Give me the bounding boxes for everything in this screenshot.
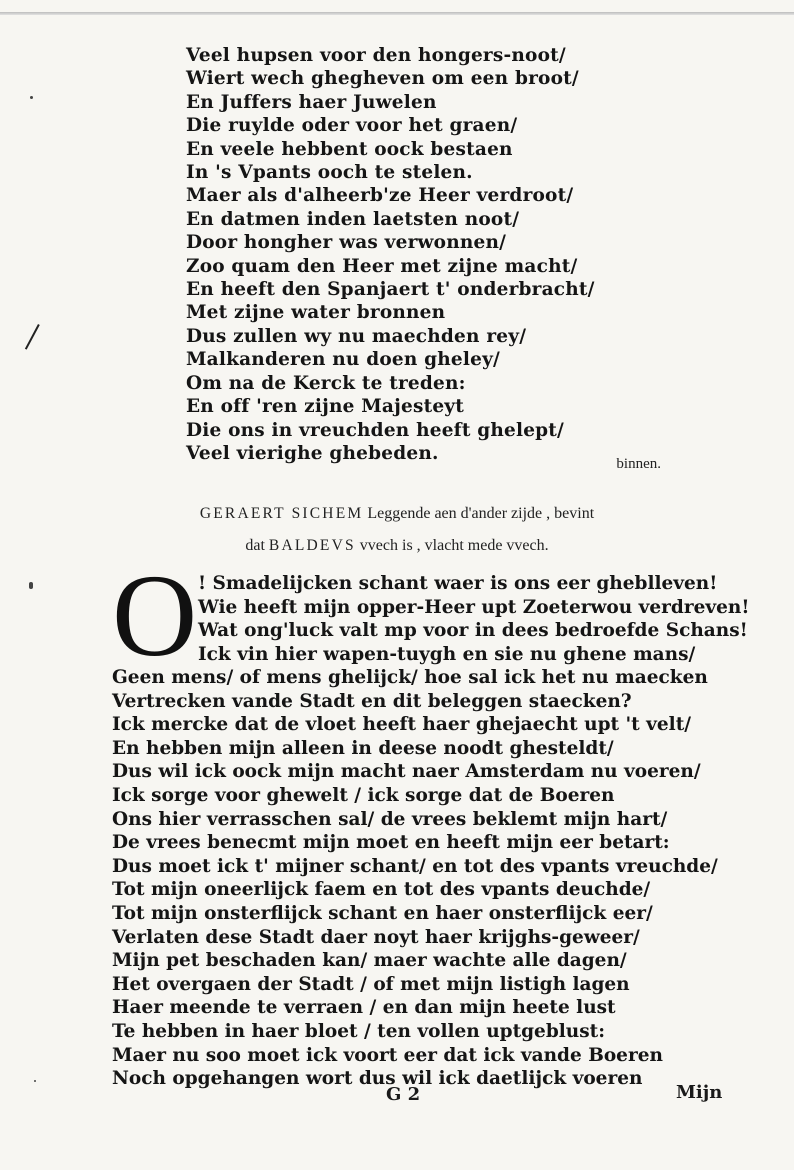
stage-direction-line-1 [0, 498, 794, 530]
stanza-line: En off 'ren zijne Majesteyt [186, 396, 465, 418]
verse-line: De vrees benecmt mijn moet en heeft mijn eer betart: [112, 832, 670, 854]
verse-line: Haer meende te verraen / en dan mijn heete lust [112, 997, 616, 1019]
stanza-line: En heeft den Spanjaert t' onderbracht/ [186, 279, 595, 301]
stanza-line: Om na de Kerck te treden: [186, 372, 466, 394]
catchword-top: binnen. [616, 456, 661, 472]
speech-body-lines [112, 666, 718, 1091]
stanza-line: In 's Vpants ooch te stelen. [186, 162, 473, 184]
stanza-line: Door hongher was verwonnen/ [186, 232, 507, 254]
verse-line: Ick mercke dat de vloet heeft haer ghejaecht upt 't velt/ [112, 714, 692, 736]
stanza-line: Die ruylde oder voor het graen/ [186, 115, 518, 137]
ink-speck [34, 1080, 36, 1082]
stanza-line: Wiert wech ghegheven om een broot/ [186, 68, 579, 90]
stanza-line: Maer als d'alheerb'ze Heer verdroot/ [186, 185, 574, 207]
verse-line: Mijn pet beschaden kan/ maer wachte alle dagen/ [112, 950, 627, 972]
verse-line: Dus moet ick t' mijner schant/ en tot des vpants vreuchde/ [112, 855, 718, 877]
stanza-line: Met zijne water bronnen [186, 302, 446, 324]
verse-line: En hebben mijn alleen in deese noodt ghesteldt/ [112, 737, 614, 759]
verse-line: Te hebben in haer bloet / ten vollen uptgeblust: [112, 1020, 606, 1042]
speech-opening-lines [198, 572, 749, 666]
verse-line: Ons hier verrasschen sal/ de vrees beklemt mijn hart/ [112, 808, 668, 830]
verse-line: Tot mijn oneerlijck faem en tot des vpants deuchde/ [112, 879, 651, 901]
verse-line: ! Smadelijcken schant waer is ons eer gheblleven! [198, 573, 718, 594]
character-name-baldeus: BALDEVS [268, 537, 356, 554]
stanza-line: En datmen inden laetsten noot/ [186, 208, 520, 230]
verse-line: Wie heeft mijn opper-Heer upt Zoeterwou verdreven! [198, 596, 750, 618]
stanza-line: Dus zullen wy nu maechden rey/ [186, 325, 527, 347]
verse-line: Wat ong'luck valt mp voor in dees bedroefde Schans! [198, 620, 748, 642]
stanza-line: Malkanderen nu doen gheley/ [186, 349, 501, 371]
stanza-line: Zoo quam den Heer met zijne macht/ [186, 255, 578, 277]
song-stanza [186, 44, 656, 465]
stage-direction-text: Leggende aen d'ander zijde , bevint [363, 505, 595, 522]
verse-line: Ick sorge voor ghewelt / ick sorge dat de Boeren [112, 784, 615, 806]
verse-line: Dus wil ick oock mijn macht naer Amsterdam nu voeren/ [112, 761, 701, 783]
stage-direction-text: dat [245, 537, 269, 554]
verse-line: Maer nu soo moet ick voort eer dat ick vande Boeren [112, 1044, 663, 1066]
margin-pen-mark [25, 324, 40, 350]
page-top-edge [0, 12, 794, 15]
catchword-bottom: Mijn [676, 1082, 723, 1103]
verse-line: Ick vin hier wapen-tuygh en sie nu ghene mans/ [198, 643, 696, 665]
verse-line: Het overgaen der Stadt / of met mijn listigh lagen [112, 973, 630, 995]
character-name-sichem: GERAERT SICHEM [199, 505, 364, 522]
verse-line: Noch opgehangen wort dus wil ick daetlijck voeren [112, 1068, 643, 1090]
ink-speck [30, 96, 33, 99]
drop-capital: O [112, 550, 198, 681]
stanza-line: Veel hupsen voor den hongers-noot/ [186, 45, 566, 66]
verse-line: Tot mijn onsterflijck schant en haer onsterflijck eer/ [112, 902, 653, 924]
stanza-line: En veele hebbent oock bestaen [186, 138, 513, 160]
stage-direction-text: vvech is , vlacht mede vvech. [355, 537, 549, 554]
ink-speck [29, 582, 33, 589]
signature-mark: G 2 [386, 1084, 421, 1105]
stanza-line: Die ons in vreuchden heeft ghelept/ [186, 419, 565, 441]
verse-line: Vertrecken vande Stadt en dit beleggen staecken? [112, 690, 632, 712]
verse-line: Geen mens/ of mens ghelijck/ hoe sal ick het nu maecken [112, 667, 708, 688]
stanza-line: Veel vierighe ghebeden. [186, 442, 439, 464]
stanza-line: En Juffers haer Juwelen [186, 91, 437, 113]
verse-line: Verlaten dese Stadt daer noyt haer krijghs-geweer/ [112, 926, 640, 948]
